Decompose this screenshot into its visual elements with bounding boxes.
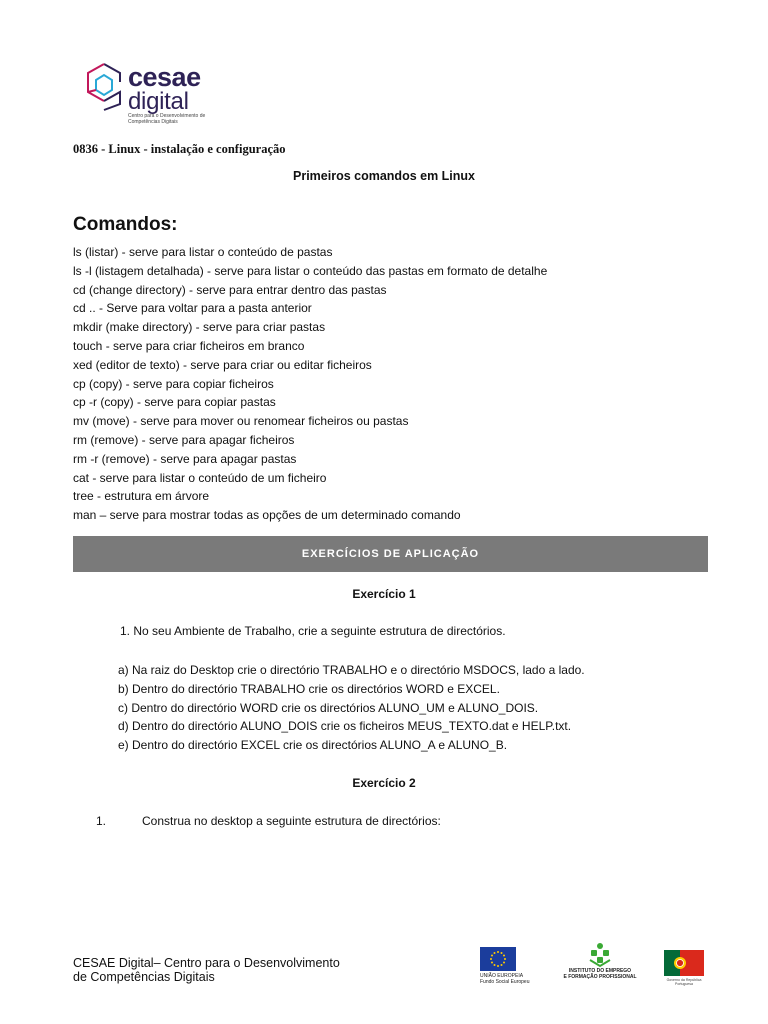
- exercise-1-title: Exercício 1: [352, 587, 416, 601]
- iefp-logo: [560, 942, 640, 990]
- exercise-2-title: Exercício 2: [352, 776, 416, 790]
- command-item: cd .. - Serve para voltar para a pasta anterior: [73, 301, 312, 316]
- command-item: rm (remove) - serve para apagar ficheiros: [73, 432, 295, 447]
- command-item: mkdir (make directory) - serve para criar pastas: [73, 320, 326, 335]
- commands-heading: Comandos:: [73, 214, 178, 235]
- document-title: Primeiros comandos em Linux: [293, 169, 475, 183]
- command-item: cp (copy) - serve para copiar ficheiros: [73, 376, 274, 391]
- iefp-label: [560, 968, 640, 980]
- exercise-1-items: [118, 661, 585, 755]
- iefp-label-line-1: INSTITUTO DO EMPREGO: [568, 968, 632, 974]
- command-item: man – serve para mostrar todas as opções de um determinado comando: [73, 508, 461, 523]
- footer-institution: [73, 956, 340, 984]
- logo-tagline: Centro para o Desenvolvimento de Competências Digitais: [128, 113, 206, 125]
- eu-flag-icon: [480, 947, 516, 971]
- footer-line-2: de Competências Digitais: [73, 970, 215, 984]
- command-item: cat - serve para listar o conteúdo de um ficheiro: [73, 470, 327, 485]
- command-item: xed (editor de texto) - serve para criar ou editar ficheiros: [73, 357, 372, 372]
- command-item: mv (move) - serve para mover ou renomear ficheiros ou pastas: [73, 414, 409, 429]
- command-item: ls (listar) - serve para listar o conteúdo de pastas: [73, 245, 333, 259]
- exercise-item: c) Dentro do directório WORD crie os directórios ALUNO_UM e ALUNO_DOIS.: [118, 700, 539, 715]
- exercises-banner: EXERCÍCIOS DE APLICAÇÃO: [73, 536, 708, 572]
- eu-label-line-1: UNIÃO EUROPEIA: [480, 973, 524, 979]
- exercise-2-number: 1.: [96, 814, 107, 828]
- portugal-government-logo: [664, 950, 704, 990]
- commands-list: [73, 243, 547, 525]
- logo-word-cesae: cesae: [128, 62, 201, 92]
- command-item: rm -r (remove) - serve para apagar pastas: [73, 451, 297, 466]
- exercise-1-question: 1. No seu Ambiente de Trabalho, crie a seguinte estrutura de directórios.: [120, 624, 506, 638]
- exercise-item: d) Dentro do directório ALUNO_DOIS crie os ficheiros MEUS_TEXTO.dat e HELP.txt.: [118, 719, 572, 734]
- command-item: cd (change directory) - serve para entrar dentro das pastas: [73, 282, 387, 297]
- command-item: touch - serve para criar ficheiros em branco: [73, 338, 305, 353]
- command-item: ls -l (listagem detalhada) - serve para listar o conteúdo das pastas em formato de detalhe: [73, 263, 548, 278]
- footer-line-1: CESAE Digital– Centro para o Desenvolvimento: [73, 956, 340, 970]
- eu-label: [480, 973, 542, 985]
- eu-logo: [480, 947, 540, 989]
- iefp-label-line-2: E FORMAÇÃO PROFISSIONAL: [563, 974, 637, 980]
- exercise-item: a) Na raiz do Desktop crie o directório TRABALHO e o directório MSDOCS, lado a lado.: [118, 663, 585, 677]
- portugal-government-label: Governo da República Portuguesa: [666, 978, 702, 986]
- cesae-digital-logo: [82, 60, 222, 130]
- exercise-2-text: Construa no desktop a seguinte estrutura de directórios:: [142, 814, 441, 828]
- course-title: 0836 - Linux - instalação e configuração: [73, 142, 286, 156]
- exercise-item: b) Dentro do directório TRABALHO crie os directórios WORD e EXCEL.: [118, 681, 500, 696]
- command-item: tree - estrutura em árvore: [73, 489, 210, 504]
- command-item: cp -r (copy) - serve para copiar pastas: [73, 395, 276, 410]
- logo-word-digital: digital: [128, 88, 189, 115]
- cesae-logo-mark-icon: [82, 60, 126, 112]
- eu-label-line-2: Fundo Social Europeu: [480, 979, 530, 985]
- portugal-flag-icon: [664, 950, 704, 976]
- iefp-symbol-icon: [560, 942, 640, 968]
- exercise-item: e) Dentro do directório EXCEL crie os directórios ALUNO_A e ALUNO_B.: [118, 738, 508, 753]
